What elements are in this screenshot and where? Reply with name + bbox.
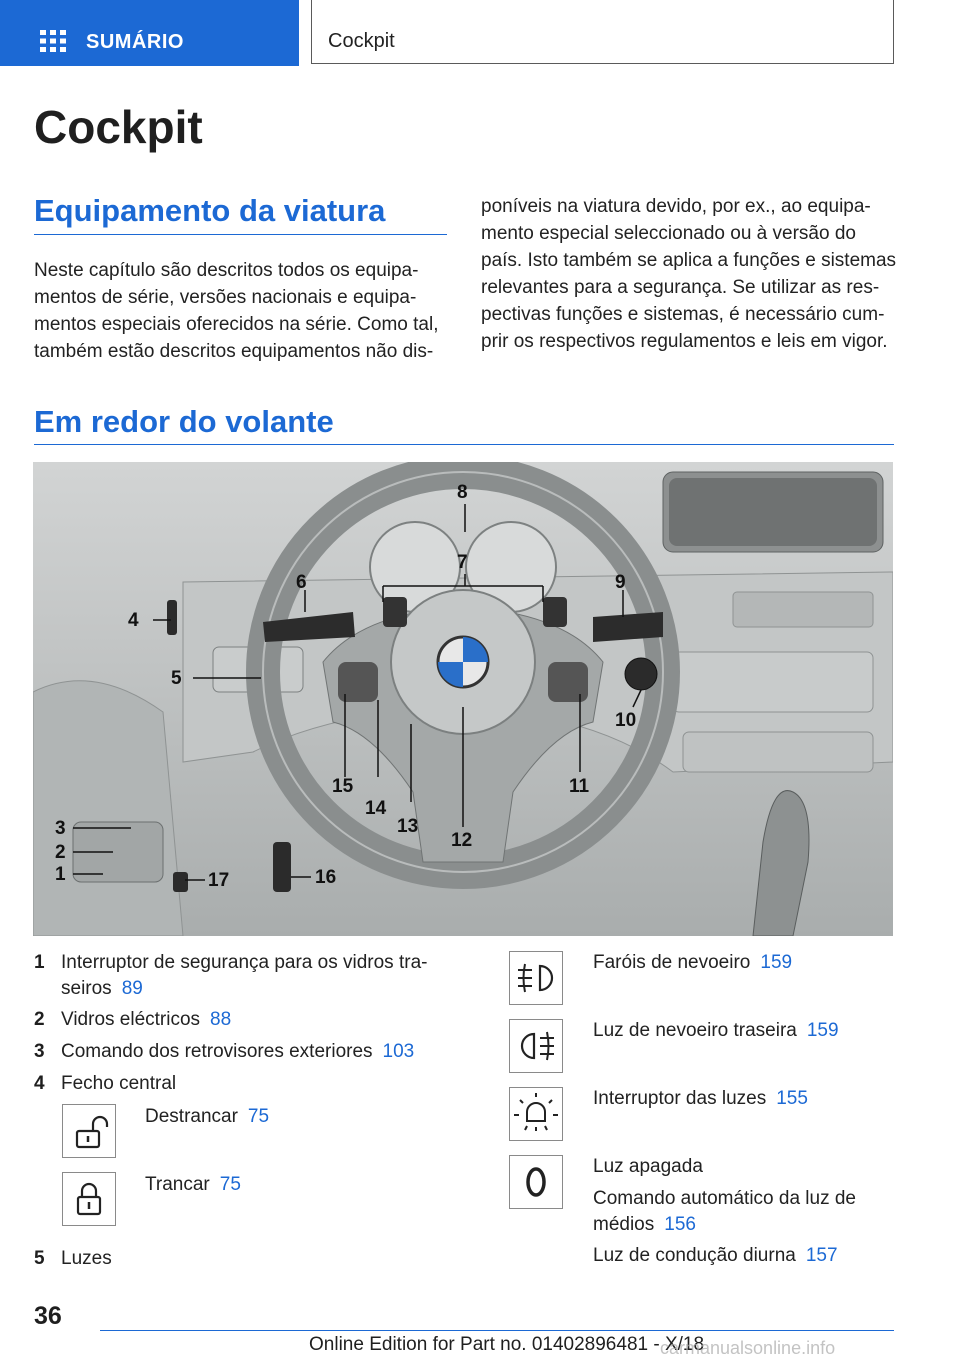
intro-right-line: pectivas funções e sistemas, é necessário cum‐ bbox=[481, 304, 885, 325]
intro-right-line: poníveis na viatura devido, por ex., ao equipa‐ bbox=[481, 196, 871, 217]
item-text: Trancar bbox=[145, 1174, 210, 1195]
page-ref-link[interactable]: 88 bbox=[210, 1009, 232, 1030]
unlock-icon bbox=[62, 1104, 116, 1158]
cockpit-drawing bbox=[33, 462, 893, 936]
list-subitem bbox=[145, 1172, 241, 1198]
subsection-rule bbox=[34, 444, 894, 445]
intro-left-line: Neste capítulo são descritos todos os equipa‐ bbox=[34, 260, 419, 281]
item-number: 5 bbox=[34, 1248, 45, 1269]
page-ref-link[interactable]: 159 bbox=[760, 952, 793, 973]
callout-14: 14 bbox=[365, 798, 387, 819]
item-text: Faróis de nevoeiro bbox=[593, 952, 751, 973]
item-text: Comando dos retrovisores exteriores bbox=[61, 1041, 373, 1062]
list-item bbox=[593, 1186, 893, 1238]
callout-17: 17 bbox=[208, 870, 230, 891]
page-ref-link[interactable]: 155 bbox=[776, 1088, 808, 1109]
callout-6: 6 bbox=[296, 572, 307, 593]
list-subitem bbox=[145, 1104, 269, 1130]
item-number: 4 bbox=[34, 1073, 45, 1094]
breadcrumb-label: Cockpit bbox=[328, 30, 395, 52]
rear-fog-light-icon bbox=[509, 1019, 563, 1073]
subsection-title: Em redor do volante bbox=[34, 404, 334, 439]
item-text: Interruptor das luzes bbox=[593, 1088, 767, 1109]
edition-text: Online Edition for Part no. 01402896481 - X/18 bbox=[309, 1334, 705, 1355]
top-bar bbox=[0, 0, 960, 66]
intro-left-line: mentos especiais oferecidos na série. Como tal, bbox=[34, 314, 439, 335]
list-item bbox=[593, 1154, 703, 1180]
item-text: Luzes bbox=[61, 1248, 112, 1269]
toc-button[interactable] bbox=[0, 0, 299, 66]
light-switch-icon bbox=[509, 1087, 563, 1141]
intro-left-line: também estão descritos equipamentos não dis‐ bbox=[34, 341, 434, 362]
page-ref-link[interactable]: 157 bbox=[805, 1245, 838, 1266]
lock-icon bbox=[62, 1172, 116, 1226]
callout-13: 13 bbox=[397, 816, 419, 837]
callout-7: 7 bbox=[457, 552, 468, 573]
callout-10: 10 bbox=[615, 710, 637, 731]
list-item bbox=[593, 1243, 838, 1269]
item-number: 2 bbox=[34, 1009, 45, 1030]
item-text: médios bbox=[593, 1214, 655, 1235]
intro-right bbox=[481, 193, 901, 355]
callout-8: 8 bbox=[457, 482, 468, 503]
item-text: Fecho central bbox=[61, 1073, 177, 1094]
section-rule bbox=[34, 234, 447, 235]
callout-9: 9 bbox=[615, 572, 626, 593]
item-number: 1 bbox=[34, 952, 45, 973]
page-title: Cockpit bbox=[34, 101, 203, 153]
page-ref-link[interactable]: 103 bbox=[382, 1041, 415, 1062]
item-number: 3 bbox=[34, 1041, 45, 1062]
page-number: 36 bbox=[34, 1302, 62, 1330]
item-text: Luz de condução diurna bbox=[593, 1245, 796, 1266]
page-ref-link[interactable]: 89 bbox=[121, 978, 143, 999]
intro-left-line: mentos de série, versões nacionais e equipa‐ bbox=[34, 287, 417, 308]
breadcrumb[interactable] bbox=[311, 0, 894, 64]
page-ref-link[interactable]: 159 bbox=[806, 1020, 839, 1041]
front-fog-light-icon bbox=[509, 951, 563, 1005]
item-text: Interruptor de segurança para os vidros tra‐ bbox=[61, 952, 428, 973]
list-item bbox=[593, 950, 792, 976]
footer-rule bbox=[100, 1330, 894, 1331]
callout-12: 12 bbox=[451, 830, 473, 851]
toc-label: SUMÁRIO bbox=[86, 31, 184, 53]
callout-3: 3 bbox=[55, 818, 66, 839]
list-item bbox=[593, 1086, 808, 1112]
intro-left bbox=[34, 257, 454, 365]
callout-11: 11 bbox=[569, 776, 590, 797]
page-ref-link[interactable]: 156 bbox=[664, 1214, 696, 1235]
item-text: Luz de nevoeiro traseira bbox=[593, 1020, 797, 1041]
cockpit-illustration bbox=[33, 462, 893, 936]
callout-16: 16 bbox=[315, 867, 337, 888]
list-item bbox=[593, 1018, 839, 1044]
item-text: Destrancar bbox=[145, 1106, 238, 1127]
watermark: carmanualsonline.info bbox=[660, 1338, 836, 1358]
grid-icon bbox=[40, 30, 66, 52]
intro-right-line: mento especial seleccionado ou à versão do bbox=[481, 223, 856, 244]
lights-off-icon bbox=[509, 1155, 563, 1209]
intro-right-line: relevantes para a segurança. Se utilizar as res‐ bbox=[481, 277, 880, 298]
callout-5: 5 bbox=[171, 668, 182, 689]
section-title: Equipamento da viatura bbox=[34, 193, 386, 228]
item-text: Comando automático da luz de bbox=[593, 1188, 856, 1209]
item-text: Luz apagada bbox=[593, 1156, 703, 1177]
callout-1: 1 bbox=[55, 864, 66, 885]
callout-2: 2 bbox=[55, 842, 66, 863]
page-ref-link[interactable]: 75 bbox=[247, 1106, 270, 1127]
item-text: Vidros eléctricos bbox=[61, 1009, 201, 1030]
intro-right-line: prir os respectivos regulamentos e leis em vigor. bbox=[481, 331, 888, 352]
callout-4: 4 bbox=[128, 610, 139, 631]
callout-15: 15 bbox=[332, 776, 354, 797]
page-ref-link[interactable]: 75 bbox=[219, 1174, 241, 1195]
intro-right-line: país. Isto também se aplica a funções e sistemas bbox=[481, 250, 897, 271]
item-text: seiros bbox=[61, 978, 112, 999]
